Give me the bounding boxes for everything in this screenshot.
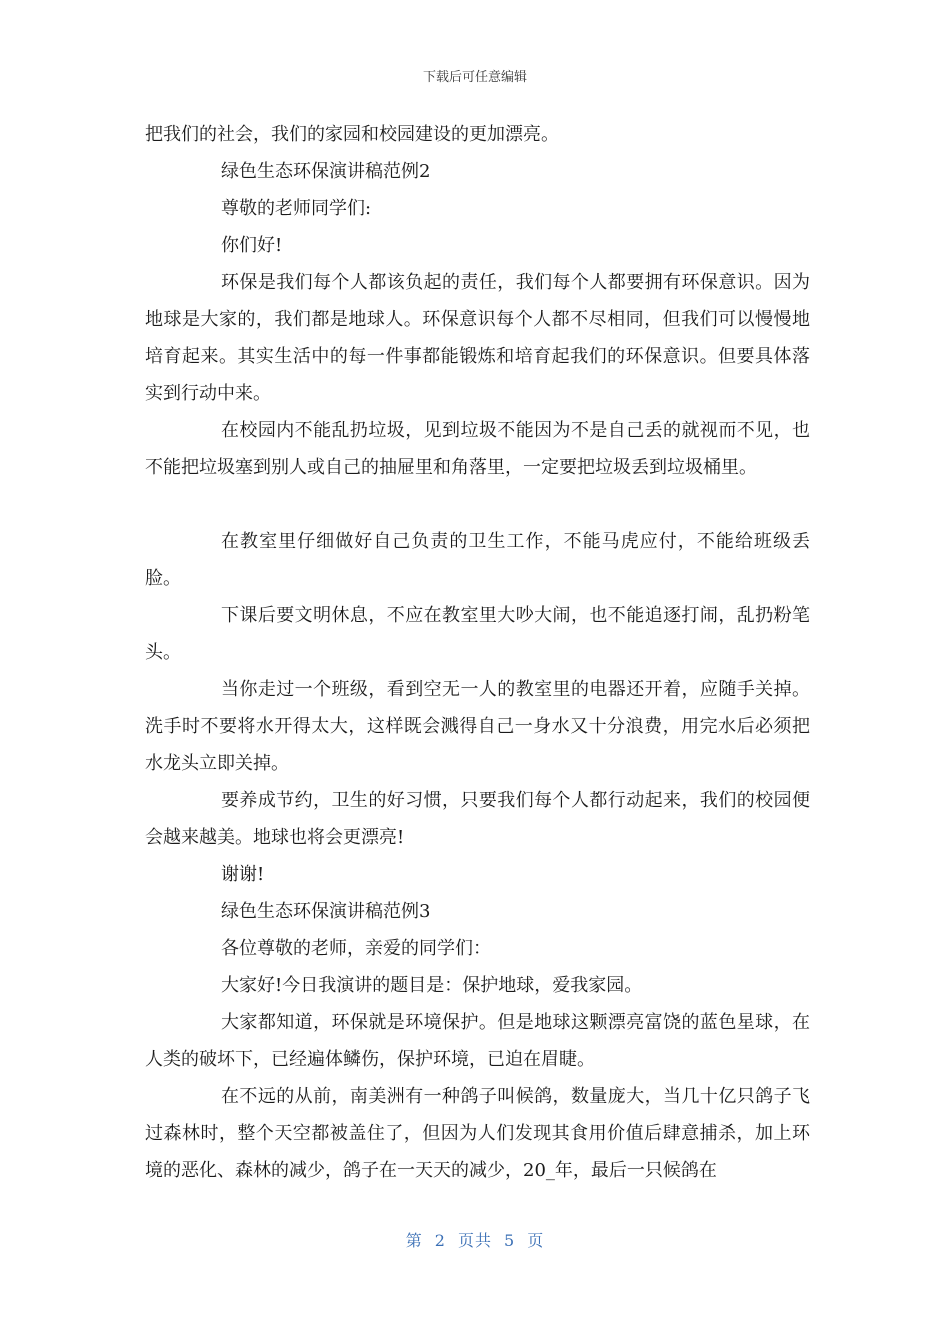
paragraph-gap — [145, 486, 810, 523]
section-title-example-3: 绿色生态环保演讲稿范例3 — [221, 901, 431, 922]
greeting: 你们好! — [221, 235, 283, 256]
paragraph: 在校园内不能乱扔垃圾，见到垃圾不能因为不是自己丢的就视而不见，也不能把垃圾塞到别人或自己的抽屉里和角落里，一定要把垃圾丢到垃圾桶里。 — [145, 420, 810, 478]
paragraph: 要养成节约，卫生的好习惯，只要我们每个人都行动起来，我们的校园便会越来越美。地球也将会更漂亮! — [145, 790, 810, 848]
paragraph: 当你走过一个班级，看到空无一人的教室里的电器还开着，应随手关掉。洗手时不要将水开得太大，这样既会溅得自己一身水又十分浪费，用完水后必须把水龙头立即关掉。 — [145, 679, 810, 774]
current-page-number: 2 — [434, 1231, 446, 1250]
greeting: 大家好!今日我演讲的题目是：保护地球，爱我家园。 — [221, 975, 643, 996]
total-pages-number: 5 — [504, 1231, 516, 1250]
section-title-example-2: 绿色生态环保演讲稿范例2 — [221, 161, 431, 182]
page-label-suffix: 页 — [527, 1231, 545, 1250]
document-body — [145, 116, 810, 1189]
page-footer — [0, 1228, 950, 1251]
paragraph: 在不远的从前，南美洲有一种鸽子叫候鸽，数量庞大，当几十亿只鸽子飞过森林时，整个天空都被盖住了，但因为人们发现其食用价值后肆意捕杀，加上环境的恶化、森林的减少，鸽子在一天天的减少，20_年，最后一只候鸽在 — [145, 1086, 810, 1181]
page-header: 下载后可任意编辑 — [422, 70, 527, 85]
paragraph-continuation: 把我们的社会，我们的家园和校园建设的更加漂亮。 — [145, 124, 559, 145]
paragraph: 大家都知道，环保就是环境保护。但是地球这颗漂亮富饶的蓝色星球，在人类的破坏下，已经遍体鳞伤，保护环境，已迫在眉睫。 — [145, 1012, 810, 1070]
salutation: 各位尊敬的老师，亲爱的同学们： — [221, 938, 491, 959]
paragraph: 环保是我们每个人都该负起的责任，我们每个人都要拥有环保意识。因为地球是大家的，我们都是地球人。环保意识每个人都不尽相同，但我们可以慢慢地培育起来。其实生活中的每一件事都能锻炼和培育起我们的环保意识。但要具体落实到行动中来。 — [145, 272, 810, 404]
page-label-middle: 页共 — [457, 1231, 492, 1250]
paragraph: 在教室里仔细做好自己负责的卫生工作，不能马虎应付，不能给班级丢脸。 — [145, 531, 810, 589]
page-label-prefix: 第 — [405, 1231, 423, 1250]
paragraph: 下课后要文明休息，不应在教室里大吵大闹，也不能追逐打闹，乱扔粉笔头。 — [145, 605, 810, 663]
closing-thanks: 谢谢! — [221, 864, 265, 885]
salutation: 尊敬的老师同学们: — [221, 198, 372, 219]
